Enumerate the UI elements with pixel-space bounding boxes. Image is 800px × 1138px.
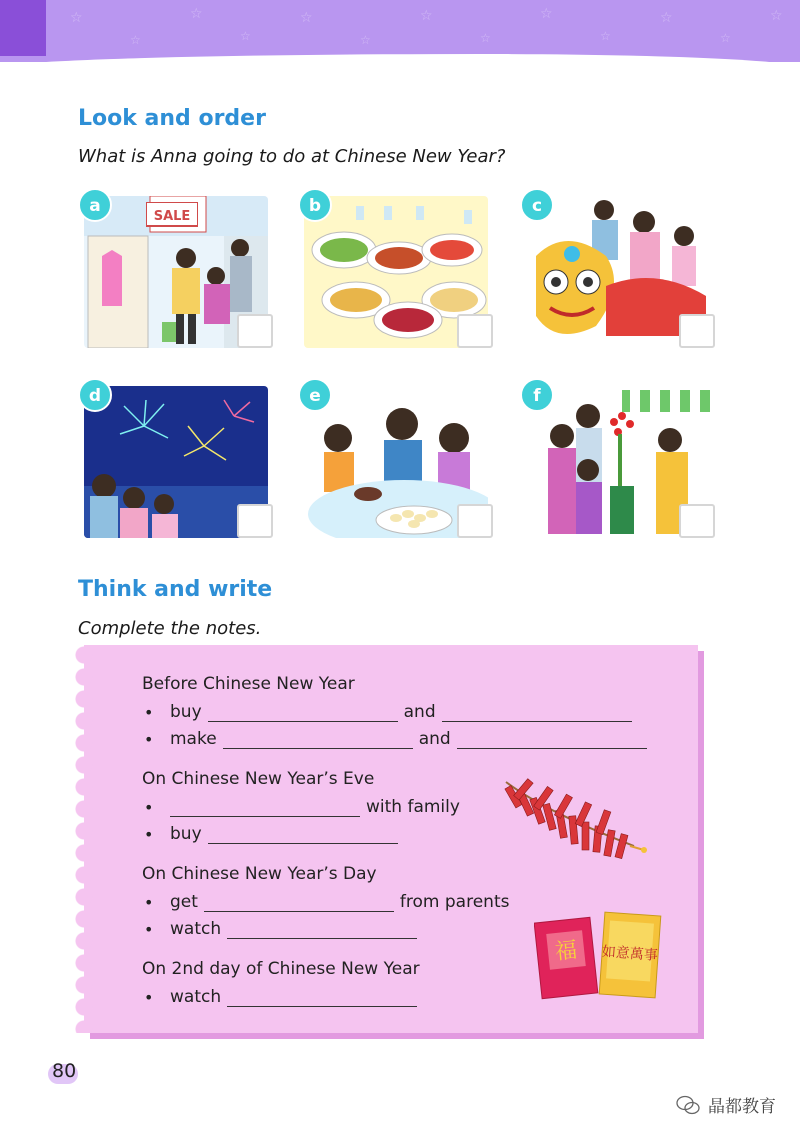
svg-text:☆: ☆: [540, 6, 553, 22]
note-word: and: [418, 729, 451, 749]
blank-field[interactable]: [208, 826, 398, 844]
blank-field[interactable]: [442, 704, 632, 722]
note-line: [142, 919, 423, 939]
svg-text:☆: ☆: [300, 10, 313, 26]
watermark: [676, 1092, 776, 1117]
bullet-icon: •: [144, 920, 154, 939]
svg-text:☆: ☆: [600, 29, 611, 43]
wechat-icon: [676, 1095, 700, 1115]
note-word: watch: [170, 919, 222, 939]
svg-text:☆: ☆: [360, 33, 371, 47]
blank-field[interactable]: [208, 704, 398, 722]
svg-text:☆: ☆: [240, 29, 251, 43]
picture-b-dinner: [298, 188, 493, 348]
svg-text:☆: ☆: [420, 8, 433, 24]
blank-field[interactable]: [204, 894, 394, 912]
bullet-icon: •: [144, 988, 154, 1007]
left-tab: [0, 0, 46, 56]
sale-sign: [146, 202, 198, 230]
note-heading-second-day: On 2nd day of Chinese New Year: [142, 959, 420, 979]
note-word: from parents: [399, 892, 510, 912]
red-packets-icon: [534, 910, 664, 1006]
svg-text:☆: ☆: [190, 6, 203, 22]
firecrackers-icon: [500, 772, 650, 884]
bullet-icon: •: [144, 825, 154, 844]
note-word: make: [170, 729, 217, 749]
note-word: and: [403, 702, 436, 722]
bullet-icon: •: [144, 703, 154, 722]
answer-box-f[interactable]: [679, 504, 715, 538]
section-title-look-and-order: Look and order: [78, 106, 266, 131]
picture-d-fireworks: [78, 378, 273, 538]
svg-text:☆: ☆: [660, 10, 673, 26]
note-heading-day: On Chinese New Year’s Day: [142, 864, 377, 884]
answer-box-d[interactable]: [237, 504, 273, 538]
note-line: [142, 729, 653, 749]
picture-c-lion-dance: [520, 188, 715, 348]
picture-f-flower-market: [520, 378, 715, 538]
note-word: with family: [366, 797, 460, 817]
picture-letter: c: [520, 188, 554, 222]
blank-field[interactable]: [170, 799, 360, 817]
note-line: [142, 702, 638, 722]
picture-letter: f: [520, 378, 554, 412]
picture-letter: e: [298, 378, 332, 412]
picture-letter: b: [298, 188, 332, 222]
stars-decoration: [0, 0, 800, 62]
red-packet-left-char: 福: [553, 937, 579, 966]
answer-box-b[interactable]: [457, 314, 493, 348]
card-scalloped-edge: [74, 645, 94, 1033]
bullet-icon: •: [144, 798, 154, 817]
svg-text:☆: ☆: [130, 33, 141, 47]
picture-letter: d: [78, 378, 112, 412]
note-line: [142, 824, 404, 844]
bullet-icon: •: [144, 730, 154, 749]
note-heading-before: Before Chinese New Year: [142, 674, 355, 694]
svg-text:☆: ☆: [770, 8, 783, 24]
note-word: buy: [170, 702, 202, 722]
note-line: [142, 892, 515, 912]
note-line: [142, 797, 466, 817]
sale-sign-text: SALE: [153, 209, 191, 224]
top-banner: [0, 0, 800, 62]
svg-text:☆: ☆: [480, 31, 491, 45]
blank-field[interactable]: [227, 989, 417, 1007]
note-line: [142, 987, 423, 1007]
instruction-think-and-write: Complete the notes.: [78, 618, 262, 639]
section-title-think-and-write: Think and write: [78, 577, 273, 602]
instruction-look-and-order: What is Anna going to do at Chinese New Year?: [78, 146, 506, 167]
picture-a-shopping: [78, 188, 273, 348]
picture-e-dumplings: [298, 378, 493, 538]
picture-letter: a: [78, 188, 112, 222]
watermark-text: 晶都教育: [708, 1097, 776, 1117]
bullet-icon: •: [144, 893, 154, 912]
answer-box-e[interactable]: [457, 504, 493, 538]
blank-field[interactable]: [227, 921, 417, 939]
note-word: buy: [170, 824, 202, 844]
answer-box-c[interactable]: [679, 314, 715, 348]
page-number: 80: [52, 1060, 77, 1082]
note-word: get: [170, 892, 198, 912]
note-word: watch: [170, 987, 222, 1007]
blank-field[interactable]: [457, 731, 647, 749]
answer-box-a[interactable]: [237, 314, 273, 348]
note-heading-eve: On Chinese New Year’s Eve: [142, 769, 375, 789]
blank-field[interactable]: [223, 731, 413, 749]
svg-text:☆: ☆: [70, 10, 83, 26]
red-packet-right-chars: 如意萬事: [601, 944, 659, 964]
svg-text:☆: ☆: [720, 31, 731, 45]
